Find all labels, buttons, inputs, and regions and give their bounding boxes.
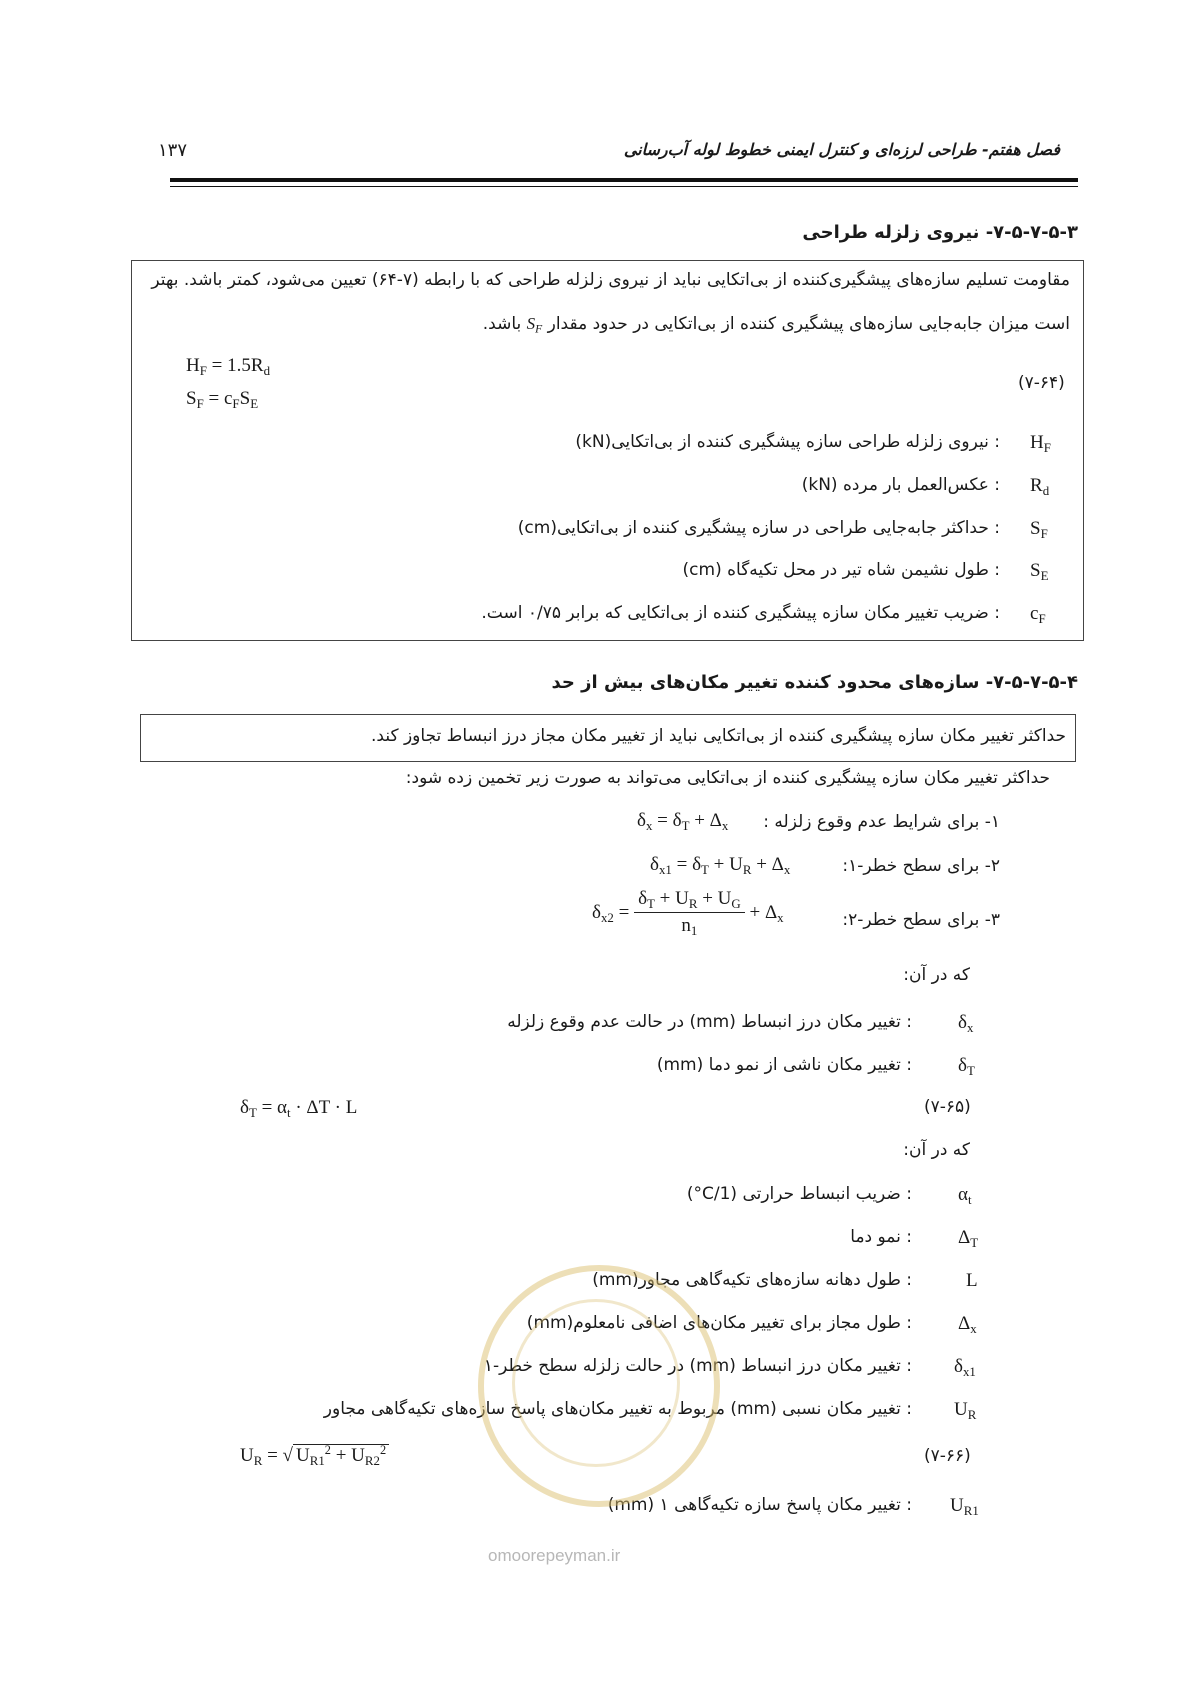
equation-delta-t: $\delta_T = \alpha_t \cdot \Delta T \cdot L$ bbox=[240, 1097, 358, 1120]
def-symbol: $H_F$ bbox=[1030, 432, 1051, 455]
def-symbol: $S_F$ bbox=[1030, 518, 1048, 541]
def-text: : طول نشیمن شاه تیر در محل تکیه‌گاه (cm) bbox=[682, 560, 1000, 580]
where-label: که در آن: bbox=[903, 1140, 970, 1160]
def-symbol: $c_F$ bbox=[1030, 603, 1046, 626]
def-symbol: $U_R$ bbox=[954, 1399, 977, 1422]
def-symbol: $S_E$ bbox=[1030, 560, 1049, 583]
header-rule-thick bbox=[170, 178, 1078, 182]
def-text: : حداکثر جابه‌جایی طراحی در سازه پیشگیری کننده از بی‌اتکایی(cm) bbox=[517, 518, 1000, 538]
para-line-2 bbox=[483, 314, 1070, 334]
def-text: : نمو دما bbox=[850, 1227, 912, 1247]
def-text: : نیروی زلزله طراحی سازه پیشگیری کننده از بی‌اتکایی(kN) bbox=[575, 432, 1000, 452]
para-line-1: مقاومت تسلیم سازه‌های پیشگیری‌کننده از بی‌اتکایی نباید از نیروی زلزله طراحی که با رابطه (۷-۶۴) تعیین می‌شود، کمتر باشد. بهتر bbox=[151, 270, 1070, 290]
header-rule-thin bbox=[170, 186, 1078, 187]
equation-sf: $S_F = c_FS_E$ bbox=[186, 388, 259, 411]
case-2-label: ۲- برای سطح خطر-۱: bbox=[842, 856, 1000, 876]
section-heading-displacement: ۷-۵-۷-۵-۴- سازه‌های محدود کننده تغییر مکان‌های بیش از حد bbox=[551, 672, 1078, 693]
para-line-2-post: باشد. bbox=[482, 314, 522, 334]
page-number: ۱۳۷ bbox=[158, 140, 188, 161]
case-1-equation: $\delta_x = \delta_T + \Delta_x$ bbox=[637, 810, 729, 833]
def-text: : تغییر مکان ناشی از نمو دما (mm) bbox=[656, 1055, 912, 1075]
case-2-equation: $\delta_{x1} = \delta_T + U_R + \Delta_x$ bbox=[650, 854, 791, 877]
def-text: : تغییر مکان درز انبساط (mm) در حالت عدم وقوع زلزله bbox=[507, 1012, 912, 1032]
def-text: : تغییر مکان درز انبساط (mm) در حالت زلزله سطح خطر-۱ bbox=[483, 1356, 912, 1376]
def-symbol: $\delta_T$ bbox=[958, 1055, 975, 1078]
chapter-title: فصل هفتم- طراحی لرزه‌ای و کنترل ایمنی خطوط لوله آب‌رسانی bbox=[623, 140, 1060, 159]
watermark-url: omoorepeyman.ir bbox=[488, 1546, 621, 1565]
def-text: : ضریب انبساط حرارتی (1/C°) bbox=[686, 1184, 912, 1204]
def-text: : عکس‌العمل بار مرده (kN) bbox=[801, 475, 1000, 495]
def-text: : تغییر مکان پاسخ سازه تکیه‌گاهی ۱ (mm) bbox=[607, 1495, 912, 1515]
def-symbol: $\Delta_x$ bbox=[958, 1313, 977, 1336]
case-1-label: ۱- برای شرایط عدم وقوع زلزله : bbox=[763, 812, 1000, 832]
case-3-label: ۳- برای سطح خطر-۲: bbox=[842, 910, 1000, 930]
def-symbol: $U_{R1}$ bbox=[950, 1495, 979, 1518]
equation-number-66: (۷-۶۶) bbox=[924, 1446, 971, 1466]
where-label: که در آن: bbox=[903, 965, 970, 985]
para-line-2-pre: است میزان جابه‌جایی سازه‌های پیشگیری کننده از بی‌اتکایی در حدود مقدار bbox=[547, 314, 1070, 334]
def-symbol: $\delta_x$ bbox=[958, 1012, 974, 1035]
def-symbol: L bbox=[966, 1270, 978, 1291]
equation-number-64: (۷-۶۴) bbox=[1018, 373, 1065, 393]
def-symbol: $\delta_{x1}$ bbox=[954, 1356, 976, 1379]
equation-number-65: (۷-۶۵) bbox=[924, 1097, 971, 1117]
def-symbol: $\alpha_t$ bbox=[958, 1184, 972, 1207]
def-text: : طول دهانه سازه‌های تکیه‌گاهی مجاور(mm) bbox=[592, 1270, 912, 1290]
def-text: : ضریب تغییر مکان سازه پیشگیری کننده از بی‌اتکایی که برابر ۰/۷۵ است. bbox=[481, 603, 1000, 623]
sf-symbol: $S_F$ bbox=[526, 314, 543, 336]
boxed-text: حداکثر تغییر مکان سازه پیشگیری کننده از بی‌اتکایی نباید از تغییر مکان مجاز درز انبساط تجاوز کند. bbox=[371, 726, 1066, 746]
def-symbol: $R_d$ bbox=[1030, 475, 1050, 498]
section-heading-design-force: ۷-۵-۷-۵-۳- نیروی زلزله طراحی bbox=[802, 222, 1078, 243]
watermark-seal bbox=[478, 1265, 720, 1507]
equation-hf: $H_F = 1.5R_d$ bbox=[186, 355, 271, 378]
equation-ur: $U_R$ = √ $U_{R1}^2 + U_{R2}^2$ bbox=[240, 1444, 389, 1467]
case-3-equation: $\delta_{x2}$ = $\frac{\delta_T + U_R + U_G}{n_1}$ + $\Delta_x$ bbox=[592, 888, 784, 938]
def-text: : تغییر مکان نسبی (mm) مربوط به تغییر مکان‌های پاسخ سازه‌های تکیه‌گاهی مجاور bbox=[323, 1399, 912, 1419]
intro-text: حداکثر تغییر مکان سازه پیشگیری کننده از بی‌اتکایی می‌تواند به صورت زیر تخمین زده شود: bbox=[405, 768, 1050, 788]
def-symbol: $\Delta_T$ bbox=[958, 1227, 979, 1250]
def-text: : طول مجاز برای تغییر مکان‌های اضافی نامعلوم(mm) bbox=[526, 1313, 912, 1333]
